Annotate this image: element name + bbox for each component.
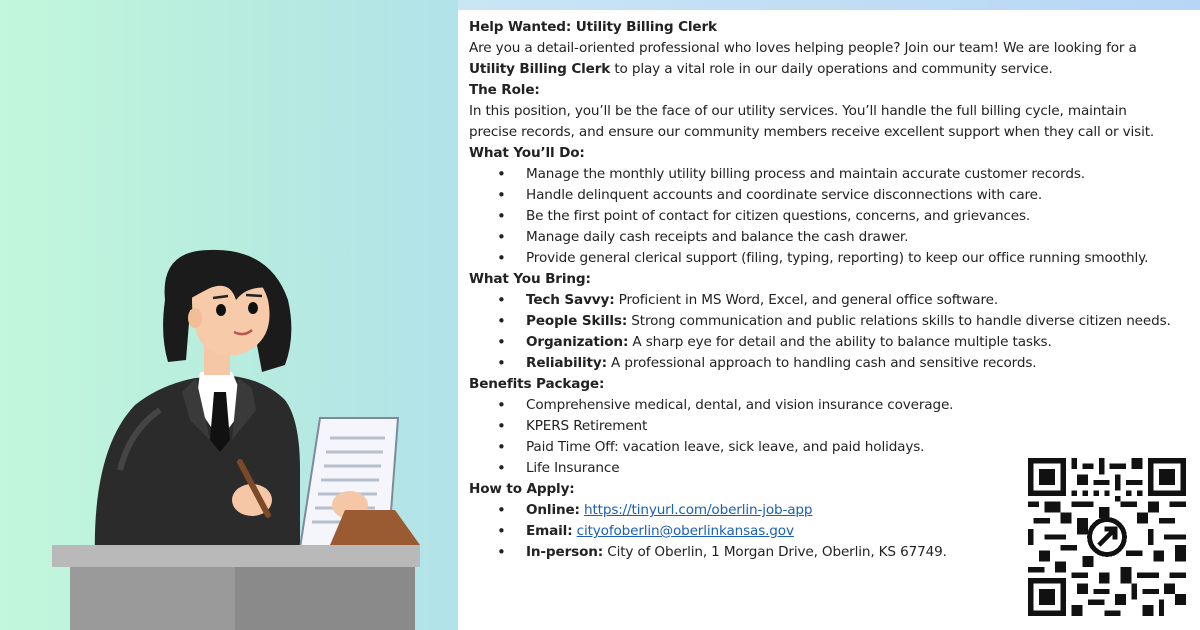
top-strip xyxy=(458,0,1200,10)
role-line-2: precise records, and ensure our community members receive excellent support when they call or visit. xyxy=(469,124,1155,140)
qr-code-icon xyxy=(1028,458,1186,616)
apply-email-label: Email: xyxy=(526,523,573,539)
duties-heading: What You’ll Do: xyxy=(469,145,585,161)
benefit-item: • Paid Time Off: vacation leave, sick leave, and paid holidays. xyxy=(469,437,1200,458)
duty-item: • Be the first point of contact for citizen questions, concerns, and grievances. xyxy=(469,206,1200,227)
duties-list xyxy=(469,164,1200,269)
skill-label: Organization: xyxy=(526,334,629,350)
intro-job-title: Utility Billing Clerk xyxy=(469,61,611,77)
skill-text: A sharp eye for detail and the ability to balance multiple tasks. xyxy=(628,334,1052,350)
apply-inperson-label: In-person: xyxy=(526,544,604,560)
apply-email-link[interactable]: cityofoberlin@oberlinkansas.gov xyxy=(576,523,794,539)
skill-item xyxy=(469,290,1200,311)
role-line-1: In this position, you’ll be the face of our utility services. You’ll handle the full billing cycle, maintain xyxy=(469,103,1127,119)
apply-online-label: Online: xyxy=(526,502,580,518)
role-heading: The Role: xyxy=(469,82,540,98)
apply-online-link[interactable]: https://tinyurl.com/oberlin-job-app xyxy=(584,502,813,518)
skill-text: Strong communication and public relations skills to handle diverse citizen needs. xyxy=(627,313,1171,329)
apply-heading: How to Apply: xyxy=(469,481,575,497)
skill-label: People Skills: xyxy=(526,313,628,329)
benefits-heading: Benefits Package: xyxy=(469,376,605,392)
intro-line-1: Are you a detail-oriented professional who loves helping people? Join our team! We are looking for a xyxy=(469,40,1137,56)
skill-text: A professional approach to handling cash and sensitive records. xyxy=(606,355,1037,371)
desk-top xyxy=(52,545,420,567)
benefit-item: • Comprehensive medical, dental, and vision insurance coverage. xyxy=(469,395,1200,416)
skills-heading: What You Bring: xyxy=(469,271,591,287)
skill-item xyxy=(469,353,1200,374)
duty-item: • Provide general clerical support (filing, typing, reporting) to keep our office running smoothly. xyxy=(469,248,1200,269)
duty-item: • Handle delinquent accounts and coordinate service disconnections with care. xyxy=(469,185,1200,206)
skill-item xyxy=(469,311,1200,332)
intro-line-2-rest: to play a vital role in our daily operations and community service. xyxy=(610,61,1053,77)
posting-title: Help Wanted: Utility Billing Clerk xyxy=(469,19,717,35)
apply-inperson-address: City of Oberlin, 1 Morgan Drive, Oberlin, KS 67749. xyxy=(603,544,947,560)
nameplate xyxy=(330,510,420,545)
duty-item: • Manage daily cash receipts and balance the cash drawer. xyxy=(469,227,1200,248)
duty-item: • Manage the monthly utility billing process and maintain accurate customer records. xyxy=(469,164,1200,185)
skill-text: Proficient in MS Word, Excel, and general office software. xyxy=(614,292,999,308)
intro-line-2 xyxy=(469,59,1200,80)
skill-item xyxy=(469,332,1200,353)
skills-list xyxy=(469,290,1200,374)
clerk-illustration xyxy=(0,0,460,630)
benefit-item: • KPERS Retirement xyxy=(469,416,1200,437)
skill-label: Reliability: xyxy=(526,355,607,371)
skill-label: Tech Savvy: xyxy=(526,292,615,308)
benefit-item: • Life Insurance xyxy=(469,458,1200,479)
